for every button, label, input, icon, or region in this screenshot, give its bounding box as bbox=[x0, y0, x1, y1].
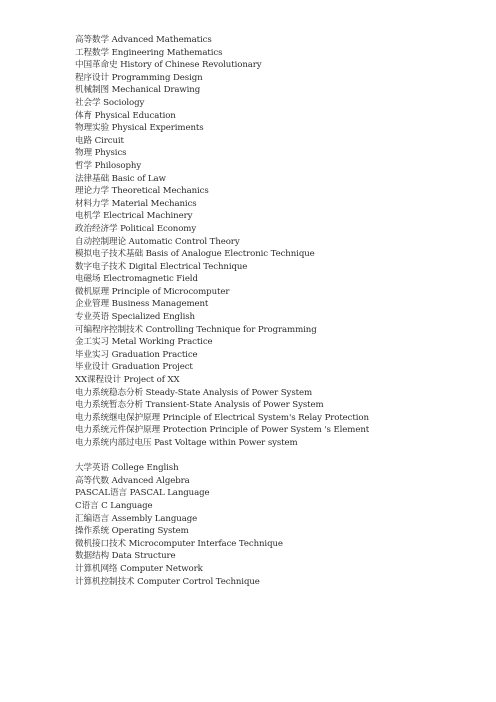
course-entry: 计算机网络 Computer Network bbox=[75, 563, 203, 574]
course-entry: 电力系统暂态分析 Transient-State Analysis of Power System bbox=[75, 400, 324, 411]
course-entry: 社会学 Sociology bbox=[75, 97, 145, 108]
course-entry: 物理实验 Physical Experiments bbox=[75, 123, 204, 134]
course-entry: 汇编语言 Assembly Language bbox=[75, 513, 198, 524]
course-entry: 工程数学 Engineering Mathematics bbox=[75, 47, 223, 58]
course-entry: C语言 C Language bbox=[75, 500, 153, 511]
course-entry: 哲学 Philosophy bbox=[75, 160, 142, 171]
course-entry: 企业管理 Business Management bbox=[75, 299, 209, 310]
course-entry: 电路 Circuit bbox=[75, 135, 124, 146]
course-list-section-2 bbox=[75, 462, 475, 588]
course-entry: PASCAL语言 PASCAL Language bbox=[75, 488, 210, 499]
course-entry: 电力系统内部过电压 Past Voltage within Power system bbox=[75, 438, 298, 448]
course-entry: 自动控制理论 Automatic Control Theory bbox=[75, 236, 240, 247]
course-entry: 可编程序控制技术 Controlling Technique for Programming bbox=[75, 324, 317, 335]
course-entry: 微机接口技术 Microcomputer Interface Technique bbox=[75, 538, 283, 549]
course-entry: 数字电子技术 Digital Electrical Technique bbox=[75, 261, 248, 272]
course-entry: 数据结构 Data Structure bbox=[75, 551, 176, 562]
course-entry: 金工实习 Metal Working Practice bbox=[75, 337, 213, 348]
course-entry: 电力系统元件保护原理 Protection Principle of Power System 's Element bbox=[75, 425, 370, 436]
course-entry: 法律基础 Basic of Law bbox=[75, 173, 166, 184]
course-entry: 操作系统 Operating System bbox=[75, 526, 189, 537]
course-entry: 电磁场 Electromagnetic Field bbox=[75, 274, 198, 285]
course-entry: 模拟电子技术基础 Basis of Analogue Electronic Technique bbox=[75, 249, 315, 260]
course-list-page bbox=[75, 34, 475, 588]
course-entry: 机械制图 Mechanical Drawing bbox=[75, 85, 201, 96]
course-entry: 微机原理 Principle of Microcomputer bbox=[75, 286, 230, 297]
course-entry: 材料力学 Material Mechanics bbox=[75, 198, 197, 209]
course-entry: 大学英语 College English bbox=[75, 463, 179, 474]
course-entry: 专业英语 Specialized English bbox=[75, 312, 195, 323]
course-entry: 政治经济学 Political Economy bbox=[75, 223, 197, 234]
section-gap bbox=[75, 450, 475, 463]
course-entry: 电机学 Electrical Machinery bbox=[75, 211, 193, 222]
course-entry: XX课程设计 Project of XX bbox=[75, 375, 180, 386]
course-entry: 毕业设计 Graduation Project bbox=[75, 362, 193, 373]
course-entry: 高等数学 Advanced Mathematics bbox=[75, 35, 212, 45]
course-entry: 理论力学 Theoretical Mechanics bbox=[75, 186, 209, 197]
course-entry: 物理 Physics bbox=[75, 148, 127, 159]
course-entry: 计算机控制技术 Computer Cortrol Technique bbox=[75, 576, 260, 587]
course-entry: 体育 Physical Education bbox=[75, 110, 176, 121]
course-entry: 电力系统稳态分析 Steady-State Analysis of Power System bbox=[75, 387, 313, 398]
course-entry: 电力系统继电保护原理 Principle of Electrical System's Relay Protection bbox=[75, 412, 369, 423]
course-entry: 高等代数 Advanced Algebra bbox=[75, 475, 190, 486]
course-entry: 中国革命史 History of Chinese Revolutionary bbox=[75, 60, 262, 71]
course-entry: 程序设计 Programming Design bbox=[75, 72, 203, 83]
course-list-section-1 bbox=[75, 34, 475, 450]
course-entry: 毕业实习 Graduation Practice bbox=[75, 349, 198, 360]
